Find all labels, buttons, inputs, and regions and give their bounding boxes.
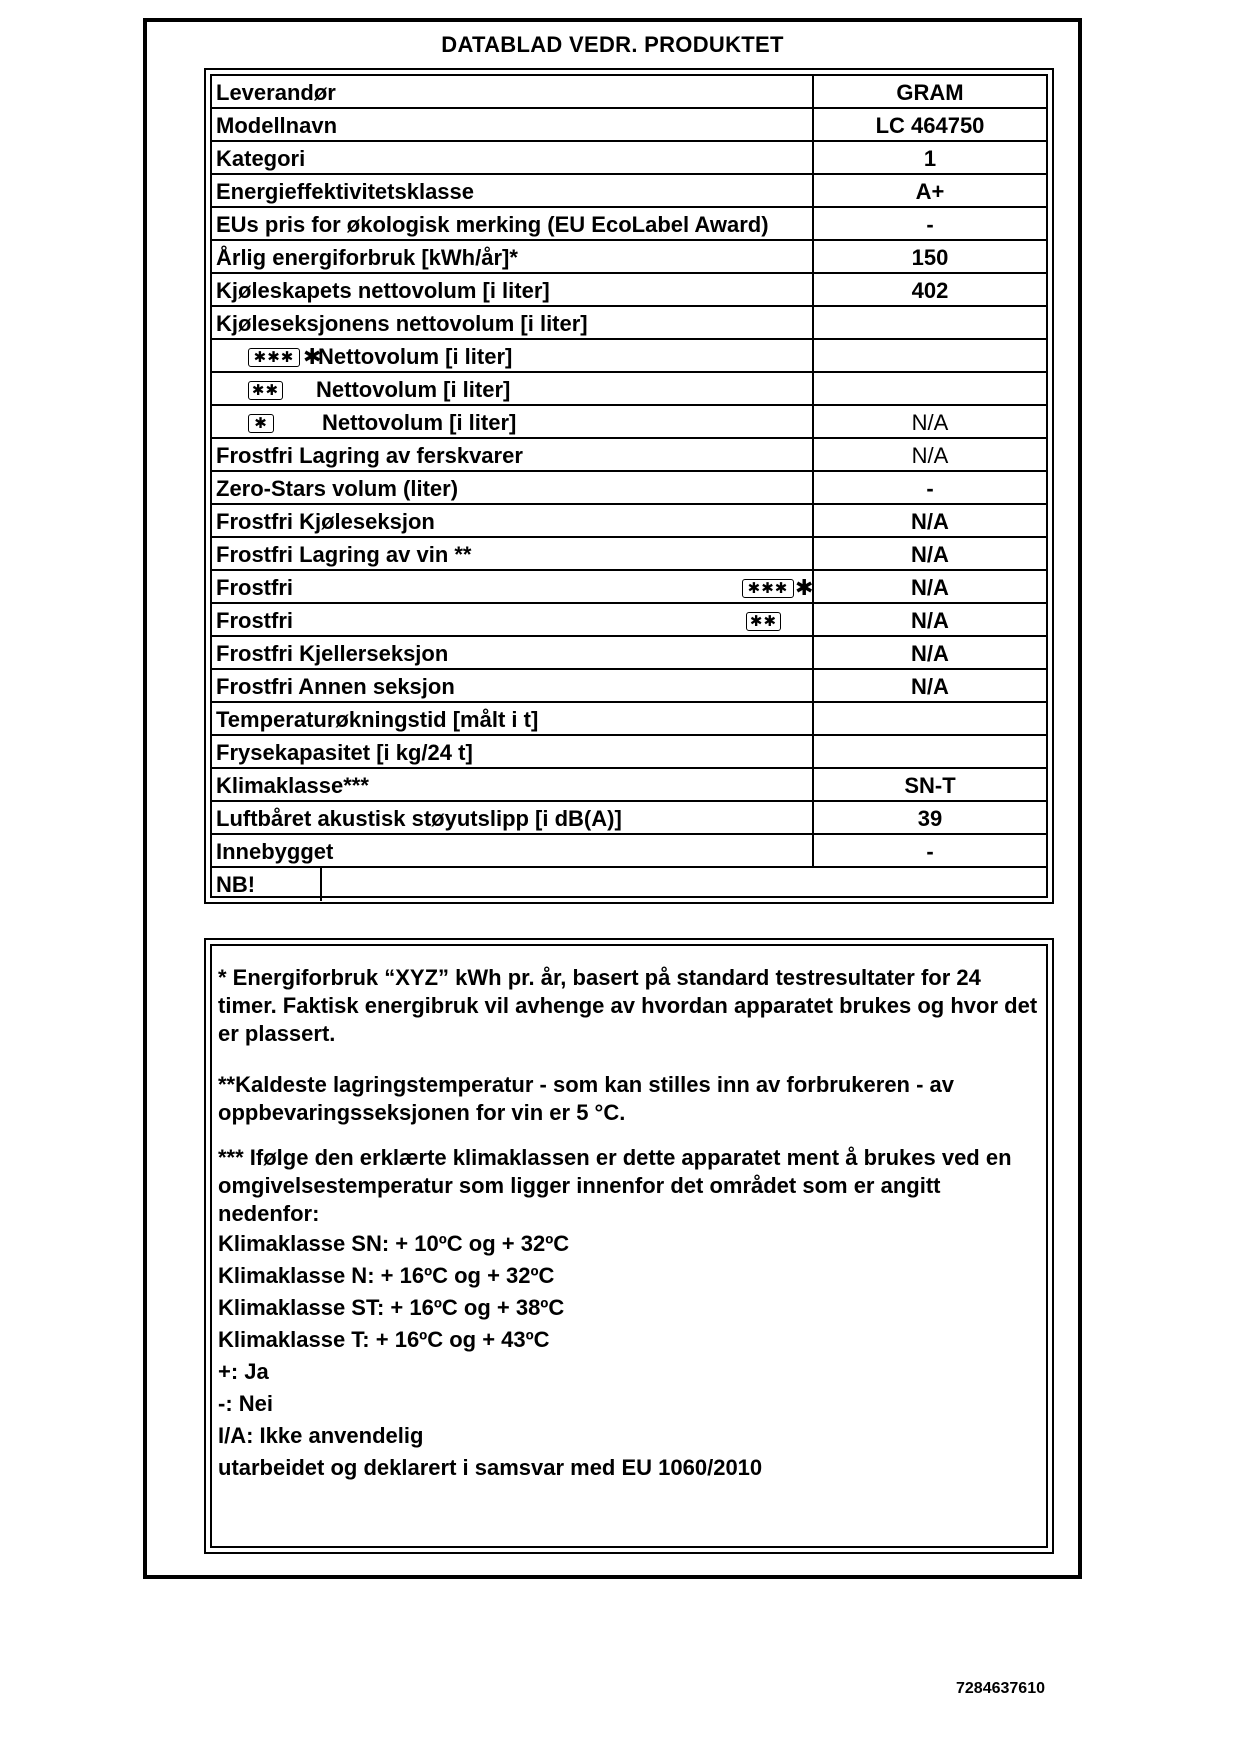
sheet-title: DATABLAD VEDR. PRODUKTET bbox=[441, 32, 784, 57]
row-label-freezing-capacity: Frysekapasitet [i kg/24 t] bbox=[216, 740, 473, 765]
table-row bbox=[212, 868, 1046, 901]
row-label-frostfree-other: Frostfri Annen seksjon bbox=[216, 674, 455, 699]
row-label-annual-energy: Årlig energiforbruk [kWh/år]* bbox=[216, 245, 518, 270]
table-row bbox=[212, 208, 1046, 241]
table-row bbox=[212, 703, 1046, 736]
note-line: -: Nei bbox=[218, 1391, 273, 1416]
table-row bbox=[212, 472, 1046, 505]
row-label-supplier: Leverandør bbox=[216, 80, 336, 105]
row-label-category: Kategori bbox=[216, 146, 306, 171]
row-label-nb: NB! bbox=[216, 872, 256, 897]
table-row bbox=[212, 571, 1046, 604]
two-star-freezer-icon: ✱✱ bbox=[248, 381, 283, 400]
one-star-freezer-icon: ✱ bbox=[248, 414, 274, 433]
table-row bbox=[212, 340, 1046, 373]
note-line: Klimaklasse T: + 16ºC og + 43ºC bbox=[218, 1327, 550, 1352]
note-line: utarbeidet og deklarert i samsvar med EU 1060/2010 bbox=[218, 1455, 763, 1480]
note-line: Klimaklasse N: + 16ºC og + 32ºC bbox=[218, 1263, 555, 1288]
table-row bbox=[212, 538, 1046, 571]
table-row bbox=[212, 802, 1046, 835]
row-value-frostfree-four-star: N/A bbox=[812, 571, 1046, 602]
row-label-frostfree-cooling: Frostfri Kjøleseksjon bbox=[216, 509, 435, 534]
row-label-frostfree-four-star: Frostfri bbox=[216, 575, 293, 600]
row-value-zero-stars: - bbox=[812, 472, 1046, 503]
row-label-four-star-volume: Nettovolum [i liter] bbox=[318, 344, 513, 369]
table-row bbox=[212, 637, 1046, 670]
notes-box bbox=[204, 938, 1054, 1554]
table-row bbox=[212, 835, 1046, 868]
row-label-noise: Luftbåret akustisk støyutslipp [i dB(A)] bbox=[216, 806, 622, 831]
row-value-model: LC 464750 bbox=[812, 109, 1046, 140]
table-row bbox=[212, 769, 1046, 802]
star-icon: ✱ bbox=[795, 575, 814, 600]
row-value-climate-class: SN-T bbox=[812, 769, 1046, 800]
row-label-climate-class: Klimaklasse*** bbox=[216, 773, 369, 798]
row-value-fresh-food: N/A bbox=[812, 439, 1046, 470]
row-value-frostfree-wine: N/A bbox=[812, 538, 1046, 569]
table-row bbox=[212, 274, 1046, 307]
row-label-frostfree-cellar: Frostfri Kjellerseksjon bbox=[216, 641, 449, 666]
four-star-freezer-icon: ✱✱✱ bbox=[742, 579, 794, 598]
row-value-ecolabel: - bbox=[812, 208, 1046, 239]
table-row bbox=[212, 406, 1046, 439]
table-row bbox=[212, 142, 1046, 175]
note-line: I/A: Ikke anvendelig bbox=[218, 1423, 424, 1448]
table-row bbox=[212, 736, 1046, 769]
table-row bbox=[212, 307, 1046, 340]
row-label-energy-class: Energieffektivitetsklasse bbox=[216, 179, 475, 204]
row-value-frostfree-two-star: N/A bbox=[812, 604, 1046, 635]
row-value-cooling-volume bbox=[812, 307, 1046, 338]
table-row bbox=[212, 670, 1046, 703]
table-row bbox=[212, 505, 1046, 538]
row-value-category: 1 bbox=[812, 142, 1046, 173]
table-row bbox=[212, 604, 1046, 637]
table-row bbox=[212, 241, 1046, 274]
row-value-nb bbox=[320, 868, 1046, 901]
row-value-noise: 39 bbox=[812, 802, 1046, 833]
row-value-annual-energy: 150 bbox=[812, 241, 1046, 272]
table-row bbox=[212, 439, 1046, 472]
note-line: Klimaklasse ST: + 16ºC og + 38ºC bbox=[218, 1295, 565, 1320]
row-value-freezing-capacity bbox=[812, 736, 1046, 767]
table-row bbox=[212, 373, 1046, 406]
row-value-frostfree-cellar: N/A bbox=[812, 637, 1046, 668]
star-icon: ✱ bbox=[303, 344, 322, 369]
row-value-one-star-volume: N/A bbox=[812, 406, 1046, 437]
row-label-cooling-volume: Kjøleseksjonens nettovolum [i liter] bbox=[216, 311, 588, 336]
note-energy: * Energiforbruk “XYZ” kWh pr. år, basert på standard testresultater for 24 timer. Faktisk energibruk vil avhenge av hvordan apparatet brukes og hvor det er plassert. bbox=[218, 965, 1038, 1046]
row-value-energy-class: A+ bbox=[812, 175, 1046, 206]
row-label-model: Modellnavn bbox=[216, 113, 338, 138]
row-label-frostfree-wine: Frostfri Lagring av vin ** bbox=[216, 542, 472, 567]
row-label-ecolabel: EUs pris for økologisk merking (EU EcoLabel Award) bbox=[216, 212, 769, 237]
table-row bbox=[212, 175, 1046, 208]
row-value-supplier: GRAM bbox=[812, 76, 1046, 107]
row-label-net-volume: Kjøleskapets nettovolum [i liter] bbox=[216, 278, 550, 303]
row-label-two-star-volume: Nettovolum [i liter] bbox=[316, 377, 511, 402]
row-value-two-star-volume bbox=[812, 373, 1046, 404]
note-climate-class: *** Ifølge den erklærte klimaklassen er dette apparatet ment å brukes ved en omgivelsestemperatur som ligger innenfor det området som er angitt nedenfor: bbox=[218, 1145, 1012, 1226]
row-value-built-in: - bbox=[812, 835, 1046, 866]
note-line: +: Ja bbox=[218, 1359, 269, 1384]
note-wine-temperature: **Kaldeste lagringstemperatur - som kan stilles inn av forbrukeren - av oppbevaringsseksjonen for vin er 5 °C. bbox=[218, 1072, 955, 1125]
row-value-four-star-volume bbox=[812, 340, 1046, 371]
note-line: Klimaklasse SN: + 10ºC og + 32ºC bbox=[218, 1231, 570, 1256]
table-row bbox=[212, 76, 1046, 109]
row-value-frostfree-cooling: N/A bbox=[812, 505, 1046, 536]
row-label-built-in: Innebygget bbox=[216, 839, 334, 864]
product-table bbox=[204, 68, 1054, 904]
table-row bbox=[212, 109, 1046, 142]
row-label-one-star-volume: Nettovolum [i liter] bbox=[322, 410, 517, 435]
notes-body bbox=[210, 944, 1048, 1548]
row-value-frostfree-other: N/A bbox=[812, 670, 1046, 701]
row-value-net-volume: 402 bbox=[812, 274, 1046, 305]
product-data-sheet bbox=[143, 18, 1082, 1579]
row-label-temperature-rise: Temperaturøkningstid [målt i t] bbox=[216, 707, 539, 732]
product-table-body bbox=[210, 74, 1048, 898]
two-star-freezer-icon: ✱✱ bbox=[746, 612, 781, 631]
row-label-zero-stars: Zero-Stars volum (liter) bbox=[216, 476, 459, 501]
document-number: 7284637610 bbox=[956, 1680, 1045, 1697]
row-value-temperature-rise bbox=[812, 703, 1046, 734]
row-label-frostfree-two-star: Frostfri bbox=[216, 608, 293, 633]
row-label-fresh-food: Frostfri Lagring av ferskvarer bbox=[216, 443, 523, 468]
four-star-freezer-icon: ✱✱✱ bbox=[248, 348, 300, 367]
